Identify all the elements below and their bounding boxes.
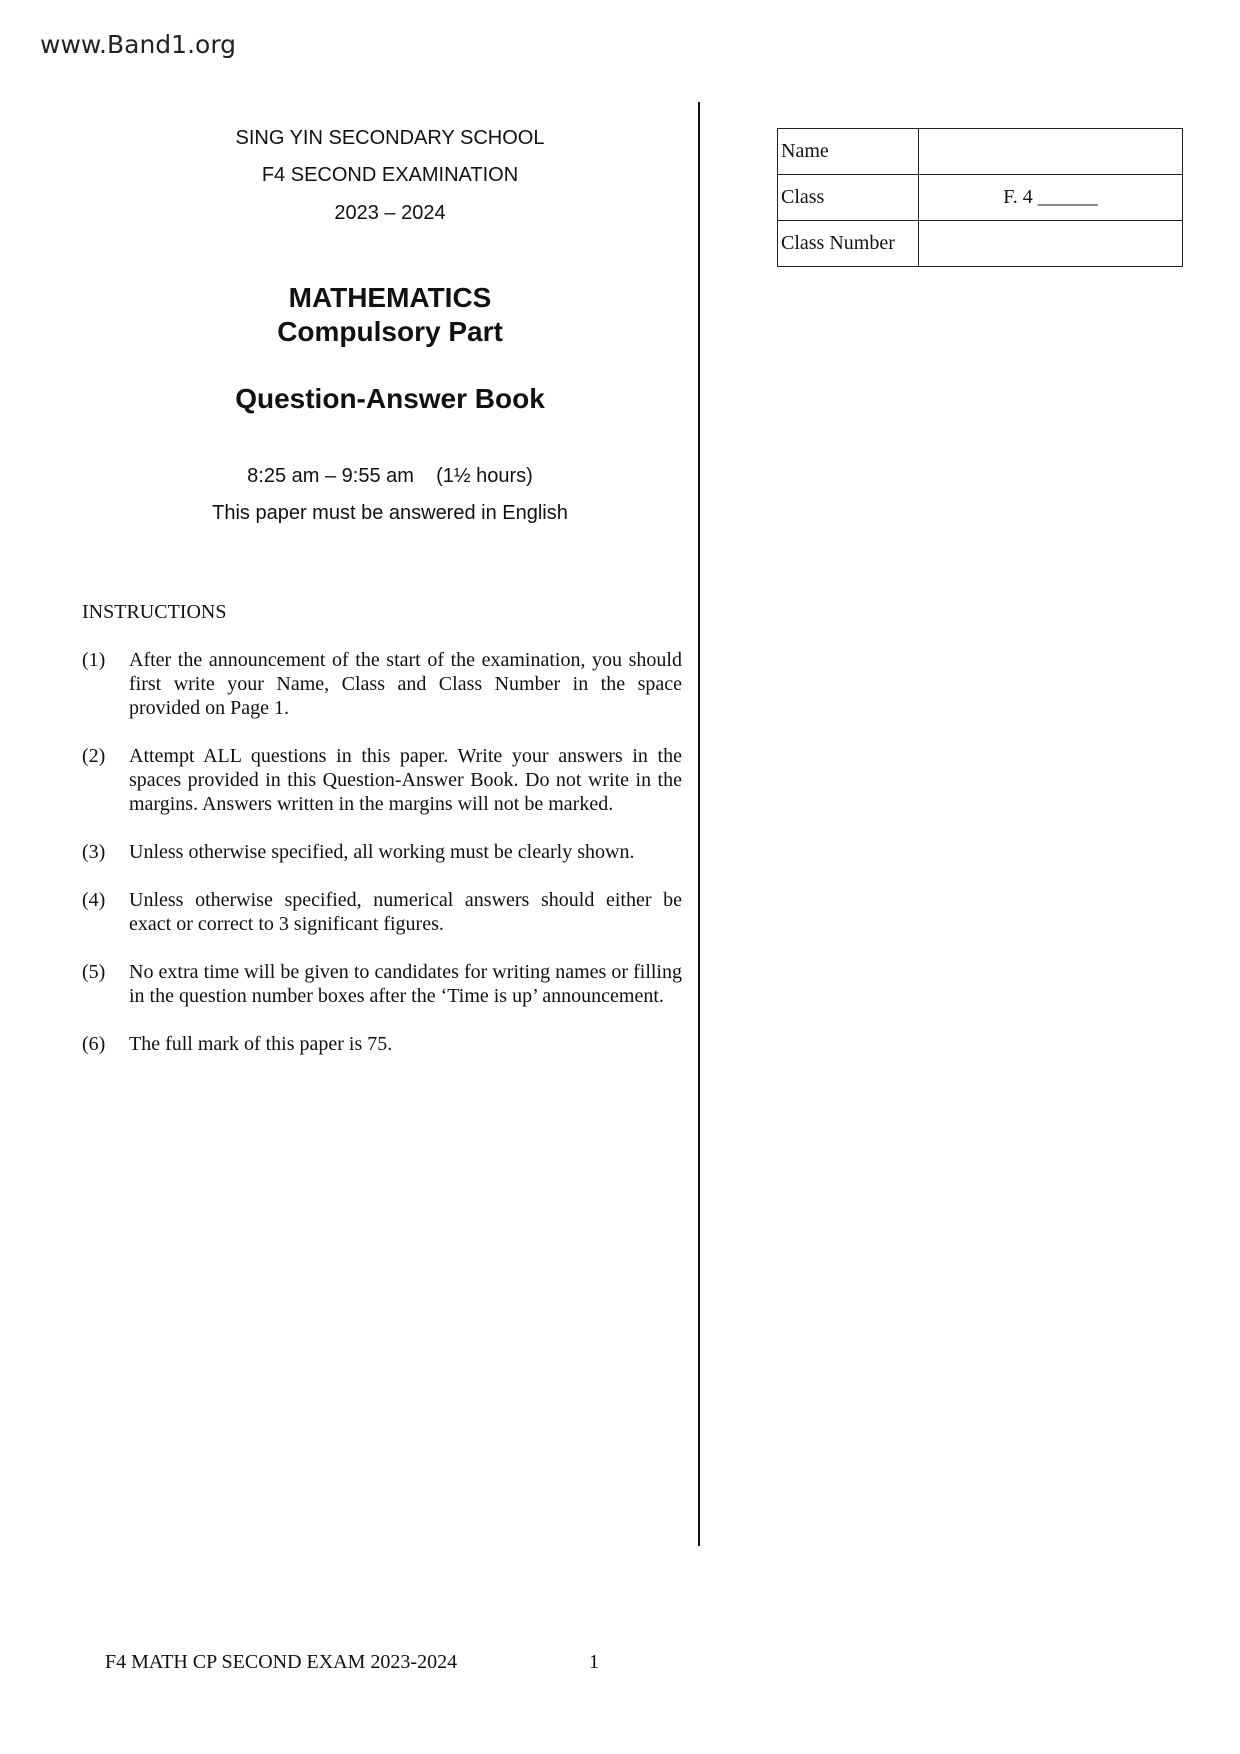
paper-part: Compulsory Part — [277, 316, 503, 347]
instruction-number: (5) — [82, 961, 106, 983]
info-row-name — [778, 129, 1183, 175]
page-number: 1 — [589, 1651, 599, 1673]
language-note: This paper must be answered in English — [212, 502, 568, 524]
instruction-number: (4) — [82, 889, 106, 911]
instruction-item — [82, 888, 682, 936]
class-field[interactable]: F. 4 ______ — [919, 175, 1183, 221]
student-info-table — [777, 128, 1183, 267]
instruction-item — [82, 840, 682, 864]
instruction-number: (3) — [82, 841, 106, 863]
info-row-class-number — [778, 221, 1183, 267]
book-title: Question-Answer Book — [235, 383, 545, 414]
info-row-class — [778, 175, 1183, 221]
exam-time: 8:25 am – 9:55 am (1½ hours) — [247, 465, 533, 487]
instruction-text: After the announcement of the start of the examination, you should first write your Name, Class and Class Number in the space provided on Page 1. — [129, 649, 682, 719]
school-name: SING YIN SECONDARY SCHOOL — [235, 127, 545, 149]
instructions-list — [82, 648, 682, 1080]
name-label: Name — [778, 129, 919, 175]
instruction-item — [82, 648, 682, 720]
exam-name: F4 SECOND EXAMINATION — [261, 164, 519, 186]
class-number-label: Class Number — [778, 221, 919, 267]
instruction-text: No extra time will be given to candidates for writing names or filling in the question number boxes after the ‘Time is up’ announcement. — [129, 961, 682, 1007]
instruction-text: The full mark of this paper is 75. — [129, 1033, 393, 1055]
instructions-heading: INSTRUCTIONS — [82, 601, 227, 623]
academic-year: 2023 – 2024 — [334, 202, 446, 224]
instruction-text: Attempt ALL questions in this paper. Write your answers in the spaces provided in this Question-Answer Book. Do not write in the margins. Answers written in the margins will not be marked. — [129, 745, 682, 815]
instruction-number: (1) — [82, 649, 106, 671]
instruction-item — [82, 960, 682, 1008]
footer-paper-code: F4 MATH CP SECOND EXAM 2023-2024 — [105, 1651, 458, 1673]
class-label: Class — [778, 175, 919, 221]
name-field[interactable] — [919, 129, 1183, 175]
instruction-item — [82, 744, 682, 816]
watermark-url: www.Band1.org — [40, 30, 237, 59]
instruction-text: Unless otherwise specified, numerical answers should either be exact or correct to 3 significant figures. — [129, 889, 682, 935]
class-number-field[interactable] — [919, 221, 1183, 267]
instruction-number: (6) — [82, 1033, 106, 1055]
vertical-divider — [698, 102, 700, 1546]
instruction-text: Unless otherwise specified, all working must be clearly shown. — [129, 841, 635, 863]
instruction-item — [82, 1032, 682, 1056]
subject-title: MATHEMATICS — [288, 282, 492, 313]
instruction-number: (2) — [82, 745, 106, 767]
